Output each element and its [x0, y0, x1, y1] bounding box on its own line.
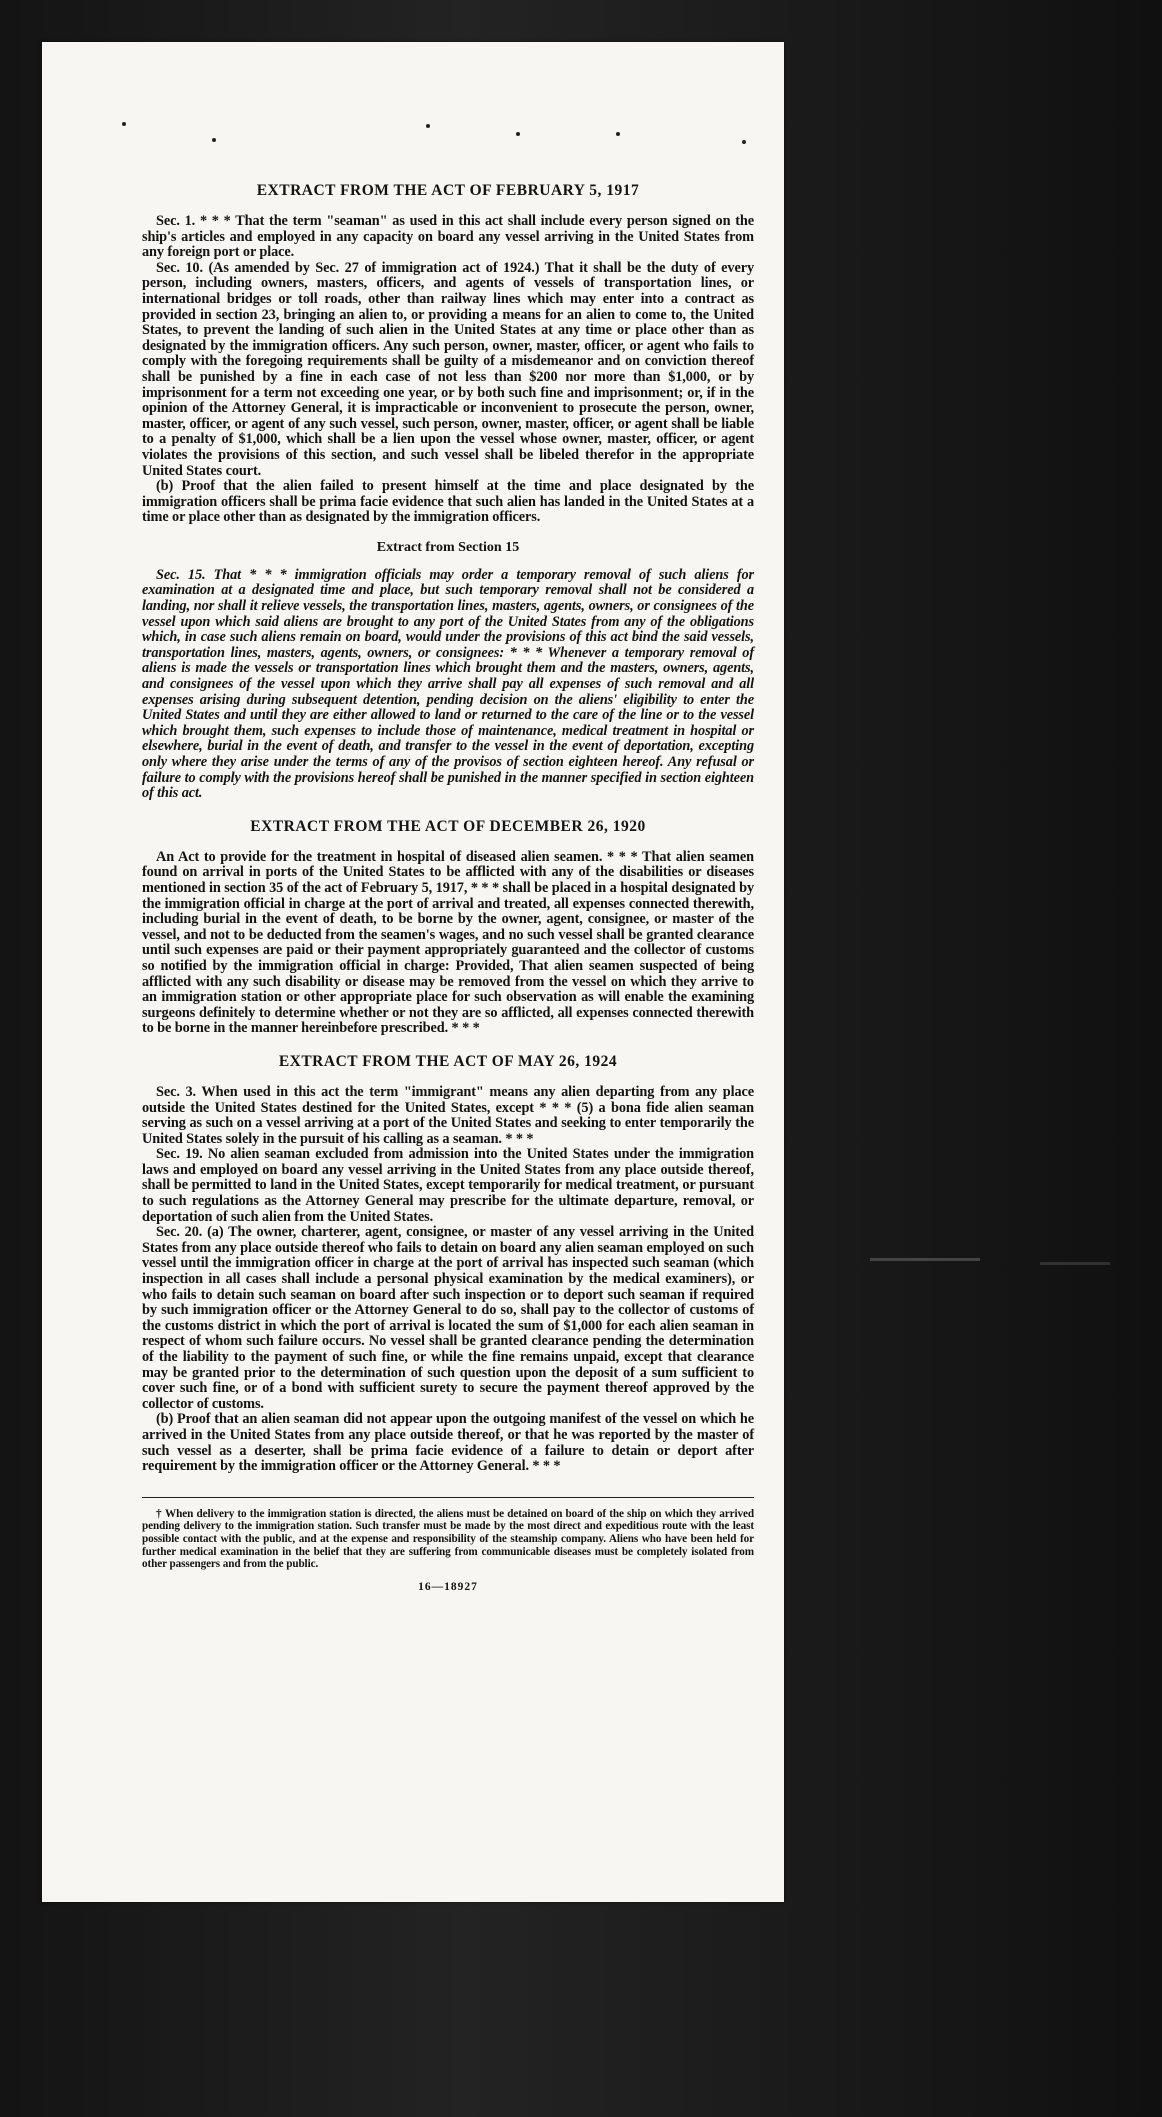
- heading-act-1924: EXTRACT FROM THE ACT OF MAY 26, 1924: [278, 1052, 618, 1070]
- footnote: † When delivery to the immigration station is directed, the aliens must be detained on board of the ship on which they arrived pending delivery to the immigration station. Such transfer must be made by the most direct and expeditious route with the least possible contact with the public, and at the expense and responsibility of the steamship company. Aliens who have been held for further medical examination in the belief that they are suffering from communicable diseases must be completely isolated from other passengers and from the public.: [142, 1507, 754, 1571]
- document-page: [42, 42, 784, 1902]
- footnote-divider: [142, 1497, 754, 1498]
- paragraph-act-1920: An Act to provide for the treatment in hospital of diseased alien seamen. * * * That alien seamen found on arrival in ports of the United States to be afflicted with any of the disabilities or diseases mentioned in section 35 of the act of February 5, 1917, * * * shall be placed in a hospital designated by the immigration official in charge at the port of arrival and treated, all expenses connected therewith, including burial in the event of death, to be borne by the owner, agent, consignee, or master of the vessel, and not to be deducted from the seamen's wages, and no such vessel shall be granted clearance until such expenses are paid or their payment appropriately guaranteed and the collector of customs so notified by the immigration official in charge: Provided, That alien seamen suspected of being afflicted with any such disability or disease may be removed from the vessel on which they arrive to an immigration station or other appropriate place for such observation as will enable the examining surgeons definitely to determine whether or not they are so afflicted, all expenses connected therewith to be borne in the manner hereinbefore prescribed. * * *: [142, 848, 754, 1037]
- paragraph-sec19: Sec. 19. No alien seaman excluded from admission into the United States under the immigration laws and employed on board any vessel arriving in the United States from any place outside thereof, shall be permitted to land in the United States, except temporarily for medical treatment, or pursuant to such regulations as the Attorney General may prescribe for the ultimate departure, removal, or deportation of such alien from the United States.: [142, 1146, 754, 1225]
- document-content: [142, 182, 754, 1593]
- paragraph-sec10-b: (b) Proof that the alien failed to present himself at the time and place designated by the immigration officers shall be prima facie evidence that such alien has landed in the United States at a time or place other than as designated by the immigration officers.: [142, 478, 754, 526]
- heading-act-1920: EXTRACT FROM THE ACT OF DECEMBER 26, 1920: [250, 817, 646, 835]
- paragraph-sec15: Sec. 15. That * * * immigration officials may order a temporary removal of such aliens for examination at a designated time and place, but such temporary removal shall not be considered a landing, nor shall it relieve vessels, the transportation lines, masters, agents, owners, or consignees of the vessel upon which said aliens are brought to any port of the United States from any of the obligations which, in case such aliens remain on board, would under the provisions of this act bind the said vessels, transportation lines, masters, agents, owners, or consignees: * * * Whenever a temporary removal of aliens is made the vessels or transportation lines which brought them and the masters, owners, agents, and consignees of the vessel upon which they arrive shall pay all expenses of such removal and all expenses arising during subsequent detention, pending decision on the aliens' eligibility to enter the United States and until they are either allowed to land or returned to the care of the line or to the vessel which brought them, such expenses to include those of maintenance, medical treatment in hospital or elsewhere, burial in the event of death, and transfer to the vessel in the event of deportation, excepting only where they arise under the terms of any of the provisos of section eighteen hereof. Any refusal or failure to comply with the provisions hereof shall be punished in the manner specified in section eighteen of this act.: [142, 566, 754, 802]
- paragraph-sec1: Sec. 1. * * * That the term "seaman" as used in this act shall include every person signed on the ship's articles and employed in any capacity on board any vessel arriving in the United States from any foreign port or place.: [142, 213, 754, 261]
- background-rule: [1040, 1262, 1110, 1265]
- print-code: 16—18927: [418, 1580, 478, 1593]
- heading-section-15: Extract from Section 15: [376, 539, 520, 555]
- scan-specks: [42, 82, 784, 162]
- background-rule: [870, 1258, 980, 1261]
- paragraph-sec20-a: Sec. 20. (a) The owner, charterer, agent, consignee, or master of any vessel arriving in the United States from any place outside thereof who fails to detain on board any alien seaman employed on such vessel until the immigration officer in charge at the port of arrival has inspected such seaman (which inspection in all cases shall include a personal physical examination by the medical examiners), or who fails to detain such seaman on board after such inspection or to deport such seaman if required by such immigration officer or the Attorney General to do so, shall pay to the collector of customs of the customs district in which the port of arrival is located the sum of $1,000 for each alien seaman in respect of whom such failure occurs. No vessel shall be granted clearance pending the determination of the liability to the payment of such fine, or while the fine remains unpaid, except that clearance may be granted prior to the determination of such question upon the deposit of a sum sufficient to cover such fine, or of a bond with sufficient surety to secure the payment thereof approved by the collector of customs.: [142, 1224, 754, 1412]
- paragraph-sec10: Sec. 10. (As amended by Sec. 27 of immigration act of 1924.) That it shall be the duty of every person, including owners, masters, officers, and agents of vessels of transportation lines, or international bridges or toll roads, other than railway lines which may enter into a contract as provided in section 23, bringing an alien to, or providing a means for an alien to come to, the United States, to prevent the landing of such alien in the United States at any time or place other than as designated by the immigration officers. Any such person, owner, master, officer, or agent who fails to comply with the foregoing requirements shall be guilty of a misdemeanor and on conviction thereof shall be punished by a fine in each case of not less than $200 nor more than $1,000, or by imprisonment for a term not exceeding one year, or by both such fine and imprisonment; or, if in the opinion of the Attorney General, it is impracticable or inconvenient to prosecute the person, owner, master, officer, or agent of any such vessel, such person, owner, master, officer, or agent shall be liable to a penalty of $1,000, which shall be a lien upon the vessel whose owner, master, officer, or agent violates the provisions of this section, and such vessel shall be libeled therefor in the appropriate United States court.: [142, 259, 754, 479]
- heading-act-1917: EXTRACT FROM THE ACT OF FEBRUARY 5, 1917: [256, 182, 640, 199]
- paragraph-sec20-b: (b) Proof that an alien seaman did not appear upon the outgoing manifest of the vessel on which he arrived in the United States from any place outside thereof, or that he was reported by the master of such vessel as a deserter, shall be prima facie evidence of a failure to detain or deport after requirement by the immigration officer or the Attorney General. * * *: [142, 1411, 754, 1475]
- paragraph-sec3: Sec. 3. When used in this act the term "immigrant" means any alien departing from any place outside the United States destined for the United States, except * * * (5) a bona fide alien seaman serving as such on a vessel arriving at a port of the United States and seeking to enter temporarily the United States solely in the pursuit of his calling as a seaman. * * *: [142, 1083, 754, 1147]
